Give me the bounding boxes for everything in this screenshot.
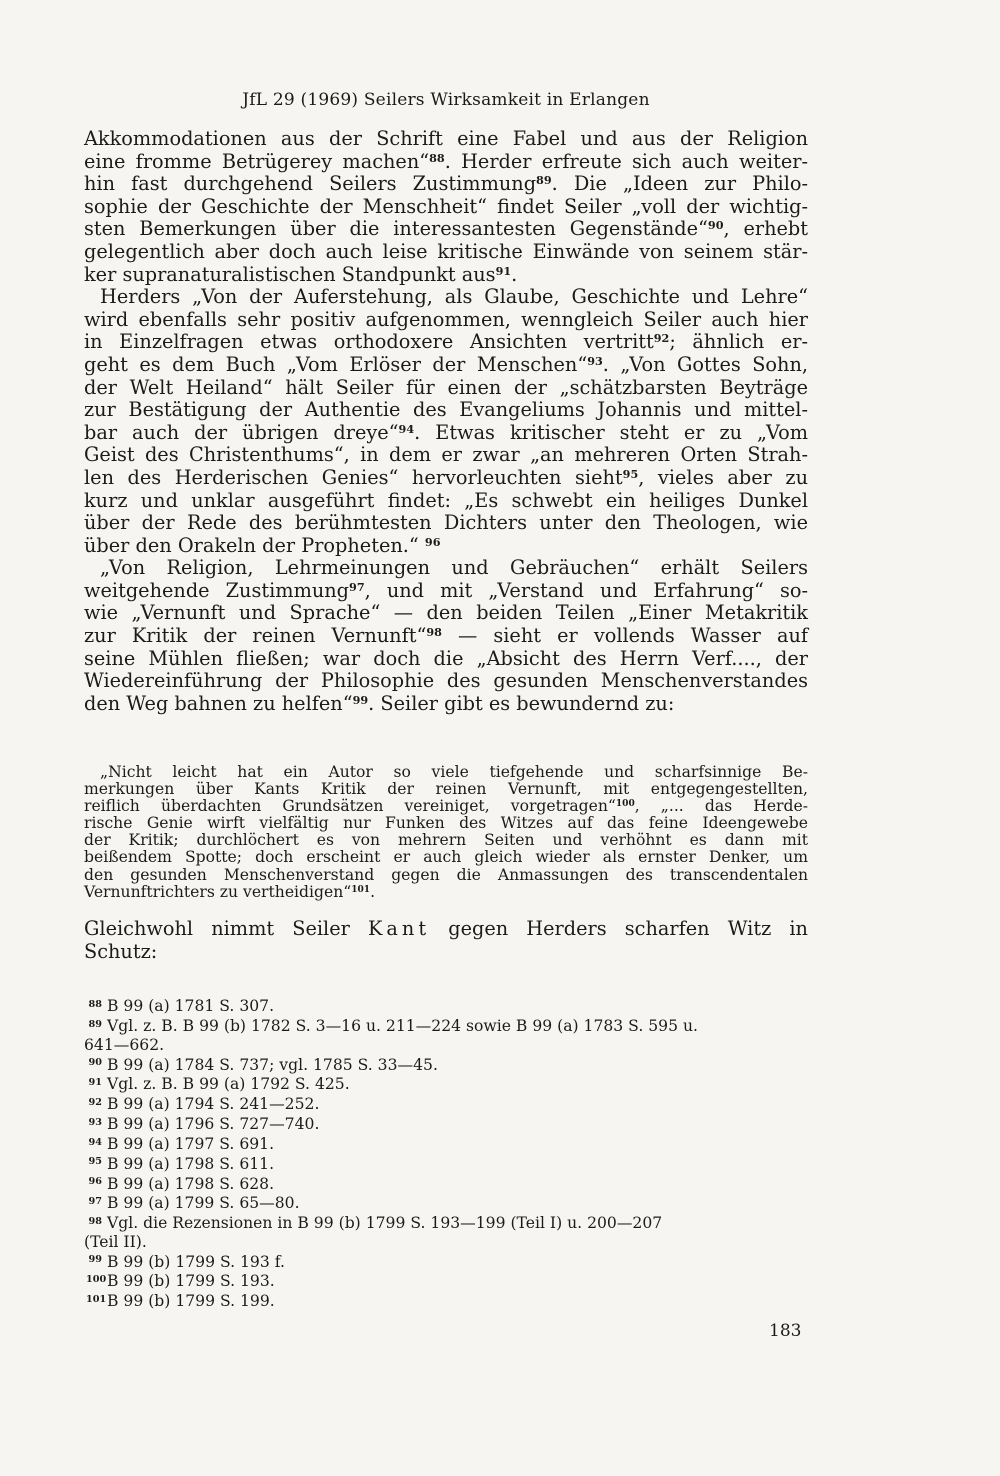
text-line: sten Bemerkungen über die interessantesten Gegenstände“$^{90}$, erhebt	[84, 217, 808, 241]
footnote-ref[interactable]: 99	[352, 692, 369, 707]
footnote-ref[interactable]: 93	[587, 353, 603, 368]
text-line: Gleichwohl nimmt Seiler Kant gegen Herders scharfen Witz in	[84, 917, 808, 940]
text-line: Herders „Von der Auferstehung, als Glaube, Geschichte und Lehre“	[100, 285, 808, 309]
footnote: 93 B 99 (a) 1796 S. 727—740.	[88, 1115, 320, 1134]
body-text	[84, 128, 808, 715]
footnote: 92 B 99 (a) 1794 S. 241—252.	[88, 1095, 320, 1114]
after-quote-paragraph	[84, 918, 808, 963]
footnote-ref[interactable]: 101	[351, 884, 371, 895]
footnotes	[84, 996, 808, 1311]
quote-line: rische Genie wirft vielfältig nur Funken des Witzes auf das feine Ideengewebe	[84, 814, 808, 833]
paragraph-2	[84, 286, 808, 557]
footnote: 95 B 99 (a) 1798 S. 611.	[88, 1154, 275, 1173]
footnote: 96 B 99 (a) 1798 S. 628.	[88, 1174, 275, 1193]
text-line: eine fromme Betrügerey machen“$^{88}$. Herder erfreute sich auch weiter-	[84, 149, 808, 173]
text-line: Akkommodationen aus der Schrift eine Fabel und aus der Religion	[84, 127, 808, 150]
quote-line: der Kritik; durchlöchert es von mehrern Seiten und verhöhnt es dann mit	[84, 831, 808, 850]
text-line: über der Rede des berühmtesten Dichters unter den Theologen, wie	[84, 511, 808, 535]
footnote-ref[interactable]: 94	[398, 421, 415, 436]
text-line: wird ebenfalls sehr positiv aufgenommen, wenngleich Seiler auch hier	[84, 307, 808, 331]
footnote-ref[interactable]: 96	[424, 534, 441, 549]
text-line: ker supranaturalistischen Standpunkt aus$^{91}$.	[84, 262, 518, 286]
text-line: sophie der Geschichte der Menschheit“ findet Seiler „voll der wichtig-	[84, 194, 808, 218]
page-number: 183	[769, 1321, 802, 1341]
footnote-ref[interactable]: 98	[426, 624, 442, 639]
text-line: seine Mühlen fließen; war doch die „Absicht des Herrn Verf...., der	[84, 646, 808, 670]
paragraph-1	[84, 128, 808, 286]
text-line: in Einzelfragen etwas orthodoxere Ansichten vertritt$^{92}$; ähnlich er-	[84, 330, 808, 354]
text-line: hin fast durchgehend Seilers Zustimmung$^{89}$. Die „Ideen zur Philo-	[84, 172, 808, 196]
footnote-ref[interactable]: 97	[349, 579, 365, 594]
paragraph-3	[84, 557, 808, 715]
text-line: kurz und unklar ausgeführt findet: „Es schwebt ein heiliges Dunkel	[84, 488, 808, 512]
quote-line: Vernunftrichters zu vertheidigen“$^{101}$.	[84, 882, 376, 901]
footnote: 90 B 99 (a) 1784 S. 737; vgl. 1785 S. 33—45.	[88, 1055, 438, 1074]
footnote: 98 Vgl. die Rezensionen in B 99 (b) 1799 S. 193—199 (Teil I) u. 200—207	[88, 1214, 663, 1233]
text-line: weitgehende Zustimmung$^{97}$, und mit „Verstand und Erfahrung“ so-	[84, 578, 808, 602]
quote-line: reiflich überdachten Grundsätzen vereiniget, vorgetragen“$^{100}$, „... das Herde-	[84, 797, 808, 816]
footnote: 94 B 99 (a) 1797 S. 691.	[88, 1134, 275, 1153]
text-line: gelegentlich aber doch auch leise kritische Einwände von seinem stär-	[84, 239, 808, 263]
text-line: den Weg bahnen zu helfen“$^{99}$. Seiler gibt es bewundernd zu:	[84, 691, 675, 715]
footnote-ref[interactable]: 90	[707, 218, 724, 233]
quote-line: „Nicht leicht hat ein Autor so viele tiefgehende und scharfsinnige Be-	[100, 763, 808, 781]
footnote-ref[interactable]: 88	[429, 150, 445, 165]
footnote-ref[interactable]: 91	[495, 263, 512, 278]
footnote: 101B 99 (b) 1799 S. 199.	[86, 1292, 275, 1311]
footnote-ref[interactable]: 95	[622, 466, 639, 481]
text-line: Schutz:	[84, 939, 158, 963]
text-line: geht es dem Buch „Vom Erlöser der Menschen“$^{93}$. „Von Gottes Sohn,	[84, 352, 808, 376]
footnote: 91 Vgl. z. B. B 99 (a) 1792 S. 425.	[88, 1075, 350, 1094]
text-line: wie „Vernunft und Sprache“ — den beiden Teilen „Einer Metakritik	[84, 601, 808, 625]
spaced-name: Kant	[368, 917, 431, 940]
footnote: 100B 99 (b) 1799 S. 193.	[86, 1272, 275, 1291]
footnote: 97 B 99 (a) 1799 S. 65—80.	[88, 1194, 300, 1213]
quote-line: merkungen über Kants Kritik der reinen Vernunft, mit entgegengestellten,	[84, 780, 808, 799]
block-quote	[84, 764, 808, 901]
text-line: bar auch der übrigen dreye“$^{94}$. Etwas kritischer steht er zu „Vom	[84, 420, 808, 444]
footnote-ref[interactable]: 89	[536, 173, 552, 188]
text-line: „Von Religion, Lehrmeinungen und Gebräuchen“ erhält Seilers	[100, 556, 808, 580]
footnote: 99 B 99 (b) 1799 S. 193 f.	[88, 1252, 285, 1271]
footnote-continuation: 641—662.	[84, 1035, 165, 1054]
text-line: zur Bestätigung der Authentie des Evangeliums Johannis und mittel-	[84, 398, 808, 422]
text-line: der Welt Heiland“ hält Seiler für einen der „schätzbarsten Beyträge	[84, 375, 808, 399]
text-line: Wiedereinführung der Philosophie des gesunden Menschenverstandes	[84, 669, 808, 693]
quote-line: den gesunden Menschenverstand gegen die Anmassungen des transcendentalen	[84, 865, 808, 884]
quote-line: beißendem Spotte; doch erscheint er auch gleich wieder als ernster Denker, um	[84, 848, 808, 867]
footnote-ref[interactable]: 92	[653, 331, 670, 346]
text-line: Geist des Christenthums“, in dem er zwar „an mehreren Orten Strah-	[84, 443, 808, 467]
text-line: über den Orakeln der Propheten.“ $^{96}$	[84, 533, 441, 557]
footnote: 89 Vgl. z. B. B 99 (b) 1782 S. 3—16 u. 211—224 sowie B 99 (a) 1783 S. 595 u.	[88, 1017, 698, 1036]
footnote-ref[interactable]: 100	[615, 799, 635, 810]
text-line: zur Kritik der reinen Vernunft“$^{98}$ — sieht er vollends Wasser auf	[84, 624, 808, 648]
running-head: JfL 29 (1969) Seilers Wirksamkeit in Erlangen	[242, 90, 650, 110]
text-line: len des Herderischen Genies“ hervorleuchten sieht$^{95}$, vieles aber zu	[84, 465, 809, 489]
footnote-continuation: (Teil II).	[84, 1232, 147, 1251]
footnote: 88 B 99 (a) 1781 S. 307.	[88, 997, 275, 1016]
